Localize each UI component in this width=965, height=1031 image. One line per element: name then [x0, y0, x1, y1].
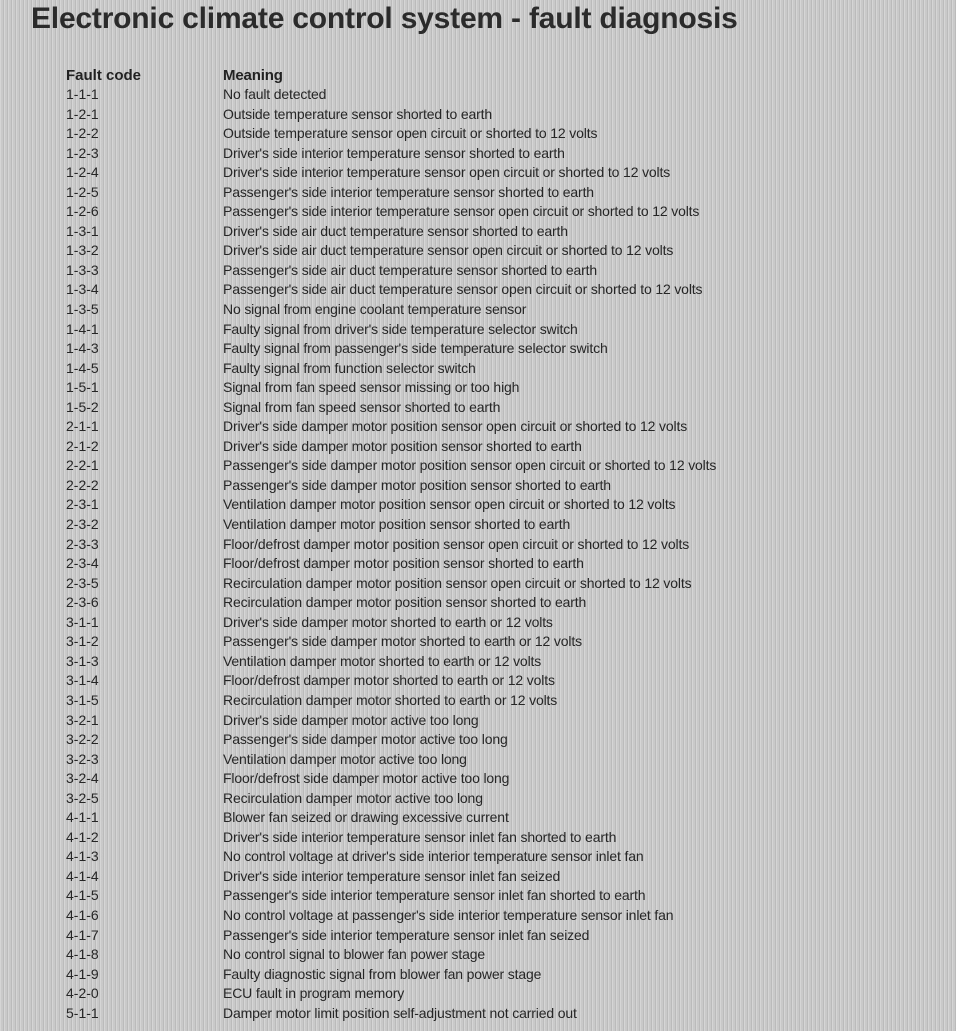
- fault-code: 2-2-2: [66, 476, 99, 493]
- fault-meaning: Driver's side damper motor active too long: [223, 711, 479, 728]
- fault-meaning: Driver's side damper motor position sensor open circuit or shorted to 12 volts: [223, 418, 688, 435]
- fault-code: 1-3-3: [66, 261, 99, 278]
- table-row: [66, 202, 786, 222]
- fault-code: 1-2-4: [66, 164, 99, 181]
- table-row: [66, 984, 786, 1004]
- fault-code: 3-2-5: [66, 789, 99, 806]
- fault-meaning: Recirculation damper motor position sensor shorted to earth: [223, 594, 587, 611]
- table-row: [66, 906, 786, 926]
- fault-meaning: Ventilation damper motor active too long: [223, 750, 467, 767]
- fault-code-table: [66, 66, 786, 1023]
- table-row: [66, 183, 786, 203]
- fault-code: 1-3-5: [66, 301, 99, 318]
- fault-meaning: Driver's side air duct temperature sensor shorted to earth: [223, 222, 568, 239]
- fault-meaning: ECU fault in program memory: [223, 985, 405, 1002]
- fault-code: 3-1-2: [66, 633, 99, 650]
- fault-code: 5-1-1: [66, 1004, 99, 1021]
- table-row: [66, 124, 786, 144]
- table-row: [66, 85, 786, 105]
- table-row: [66, 945, 786, 965]
- fault-code: 1-5-2: [66, 398, 99, 415]
- fault-meaning: Blower fan seized or drawing excessive current: [223, 809, 509, 826]
- fault-meaning: No signal from engine coolant temperature sensor: [223, 301, 527, 318]
- fault-code: 1-2-6: [66, 203, 99, 220]
- fault-meaning: Signal from fan speed sensor missing or too high: [223, 379, 520, 396]
- table-row: [66, 574, 786, 594]
- fault-meaning: Signal from fan speed sensor shorted to earth: [223, 398, 501, 415]
- fault-meaning: Faulty signal from driver's side temperature selector switch: [223, 320, 578, 337]
- table-row: [66, 828, 786, 848]
- table-row: [66, 241, 786, 261]
- fault-code: 2-3-6: [66, 594, 99, 611]
- table-row: [66, 691, 786, 711]
- fault-meaning: Passenger's side interior temperature sensor open circuit or shorted to 12 volts: [223, 203, 700, 220]
- fault-code: 2-3-5: [66, 574, 99, 591]
- fault-code: 4-1-1: [66, 809, 99, 826]
- table-row: [66, 261, 786, 281]
- fault-meaning: No control signal to blower fan power stage: [223, 946, 486, 963]
- fault-meaning: Passenger's side damper motor position sensor shorted to earth: [223, 476, 611, 493]
- table-row: [66, 359, 786, 379]
- fault-meaning: Passenger's side air duct temperature sensor open circuit or shorted to 12 volts: [223, 281, 703, 298]
- fault-meaning: Passenger's side damper motor position sensor open circuit or shorted to 12 volts: [223, 457, 717, 474]
- fault-meaning: Floor/defrost damper motor position sensor open circuit or shorted to 12 volts: [223, 535, 690, 552]
- fault-meaning: Passenger's side interior temperature sensor inlet fan shorted to earth: [223, 887, 646, 904]
- table-row: [66, 711, 786, 731]
- fault-code: 2-2-1: [66, 457, 99, 474]
- table-row: [66, 593, 786, 613]
- fault-meaning: Recirculation damper motor position sensor open circuit or shorted to 12 volts: [223, 574, 692, 591]
- table-row: [66, 339, 786, 359]
- column-header-fault-code: Fault code: [66, 67, 142, 84]
- table-row: [66, 515, 786, 535]
- table-row: [66, 476, 786, 496]
- table-row: [66, 495, 786, 515]
- table-row: [66, 926, 786, 946]
- fault-code: 2-3-1: [66, 496, 99, 513]
- fault-meaning: Outside temperature sensor open circuit or shorted to 12 volts: [223, 125, 598, 142]
- table-row: [66, 417, 786, 437]
- fault-code: 2-1-1: [66, 418, 99, 435]
- fault-code: 4-2-0: [66, 985, 99, 1002]
- fault-meaning: Driver's side interior temperature sensor open circuit or shorted to 12 volts: [223, 164, 671, 181]
- fault-meaning: Ventilation damper motor position sensor open circuit or shorted to 12 volts: [223, 496, 676, 513]
- table-row: [66, 554, 786, 574]
- table-row: [66, 144, 786, 164]
- fault-code: 3-1-4: [66, 672, 99, 689]
- table-row: [66, 652, 786, 672]
- table-row: [66, 808, 786, 828]
- fault-code: 2-3-2: [66, 516, 99, 533]
- table-row: [66, 1004, 786, 1024]
- fault-code: 3-1-1: [66, 613, 99, 630]
- fault-meaning: Ventilation damper motor position sensor shorted to earth: [223, 516, 571, 533]
- fault-code: 3-2-3: [66, 750, 99, 767]
- fault-meaning: Floor/defrost damper motor position sensor shorted to earth: [223, 555, 584, 572]
- fault-code: 4-1-6: [66, 906, 99, 923]
- table-row: [66, 847, 786, 867]
- fault-meaning: Driver's side air duct temperature sensor open circuit or shorted to 12 volts: [223, 242, 674, 259]
- fault-meaning: Faulty diagnostic signal from blower fan power stage: [223, 965, 542, 982]
- fault-meaning: No control voltage at passenger's side interior temperature sensor inlet fan: [223, 906, 674, 923]
- table-row: [66, 280, 786, 300]
- fault-meaning: Recirculation damper motor shorted to earth or 12 volts: [223, 691, 558, 708]
- fault-code: 1-2-1: [66, 105, 99, 122]
- table-row: [66, 867, 786, 887]
- fault-meaning: Passenger's side damper motor active too long: [223, 731, 508, 748]
- fault-code: 4-1-2: [66, 828, 99, 845]
- table-row: [66, 789, 786, 809]
- fault-code: 3-1-5: [66, 691, 99, 708]
- fault-meaning: Passenger's side damper motor shorted to earth or 12 volts: [223, 633, 582, 650]
- table-row: [66, 222, 786, 242]
- table-row: [66, 437, 786, 457]
- fault-code: 3-1-3: [66, 652, 99, 669]
- fault-code: 4-1-4: [66, 867, 99, 884]
- table-row: [66, 535, 786, 555]
- fault-meaning: Driver's side interior temperature sensor shorted to earth: [223, 144, 565, 161]
- fault-code: 1-3-4: [66, 281, 99, 298]
- fault-meaning: Outside temperature sensor shorted to earth: [223, 105, 493, 122]
- fault-code: 1-3-2: [66, 242, 99, 259]
- fault-code: 4-1-9: [66, 965, 99, 982]
- fault-code: 1-2-3: [66, 144, 99, 161]
- fault-code: 1-2-2: [66, 125, 99, 142]
- table-row: [66, 613, 786, 633]
- fault-code: 4-1-5: [66, 887, 99, 904]
- table-row: [66, 730, 786, 750]
- fault-meaning: Driver's side damper motor position sensor shorted to earth: [223, 437, 582, 454]
- fault-meaning: Damper motor limit position self-adjustment not carried out: [223, 1004, 577, 1021]
- table-row: [66, 671, 786, 691]
- fault-code: 1-2-5: [66, 183, 99, 200]
- table-row: [66, 750, 786, 770]
- page-title: Electronic climate control system - fault diagnosis: [31, 2, 738, 35]
- fault-code: 3-2-4: [66, 770, 99, 787]
- fault-code: 1-4-5: [66, 359, 99, 376]
- fault-meaning: Faulty signal from passenger's side temperature selector switch: [223, 340, 608, 357]
- fault-meaning: Floor/defrost damper motor shorted to earth or 12 volts: [223, 672, 555, 689]
- fault-meaning: No fault detected: [223, 86, 327, 102]
- fault-code: 4-1-8: [66, 946, 99, 963]
- fault-code: 3-2-2: [66, 731, 99, 748]
- fault-meaning: Passenger's side interior temperature sensor shorted to earth: [223, 183, 594, 200]
- table-row: [66, 769, 786, 789]
- fault-code: 1-1-1: [66, 86, 99, 102]
- fault-meaning: Passenger's side air duct temperature sensor shorted to earth: [223, 261, 598, 278]
- table-row: [66, 320, 786, 340]
- fault-meaning: Recirculation damper motor active too long: [223, 789, 483, 806]
- fault-meaning: Ventilation damper motor shorted to earth or 12 volts: [223, 652, 542, 669]
- column-header-meaning: Meaning: [223, 67, 283, 84]
- fault-code: 1-3-1: [66, 222, 99, 239]
- fault-meaning: Faulty signal from function selector switch: [223, 359, 476, 376]
- table-row: [66, 456, 786, 476]
- fault-code: 2-1-2: [66, 437, 99, 454]
- table-row: [66, 105, 786, 125]
- table-body: [66, 85, 786, 1023]
- table-row: [66, 886, 786, 906]
- fault-code: 2-3-3: [66, 535, 99, 552]
- fault-meaning: Floor/defrost side damper motor active too long: [223, 770, 510, 787]
- table-row: [66, 378, 786, 398]
- fault-meaning: Driver's side interior temperature sensor inlet fan shorted to earth: [223, 828, 617, 845]
- fault-meaning: Driver's side interior temperature sensor inlet fan seized: [223, 867, 561, 884]
- table-row: [66, 632, 786, 652]
- fault-code: 4-1-7: [66, 926, 99, 943]
- fault-code: 1-4-3: [66, 340, 99, 357]
- table-row: [66, 163, 786, 183]
- fault-code: 2-3-4: [66, 555, 99, 572]
- fault-code: 1-4-1: [66, 320, 99, 337]
- fault-code: 4-1-3: [66, 848, 99, 865]
- fault-code: 3-2-1: [66, 711, 99, 728]
- table-row: [66, 300, 786, 320]
- fault-meaning: Driver's side damper motor shorted to earth or 12 volts: [223, 613, 553, 630]
- table-header-row: [66, 66, 786, 85]
- fault-meaning: Passenger's side interior temperature sensor inlet fan seized: [223, 926, 590, 943]
- fault-meaning: No control voltage at driver's side interior temperature sensor inlet fan: [223, 848, 644, 865]
- fault-code: 1-5-1: [66, 379, 99, 396]
- table-row: [66, 965, 786, 985]
- table-row: [66, 398, 786, 418]
